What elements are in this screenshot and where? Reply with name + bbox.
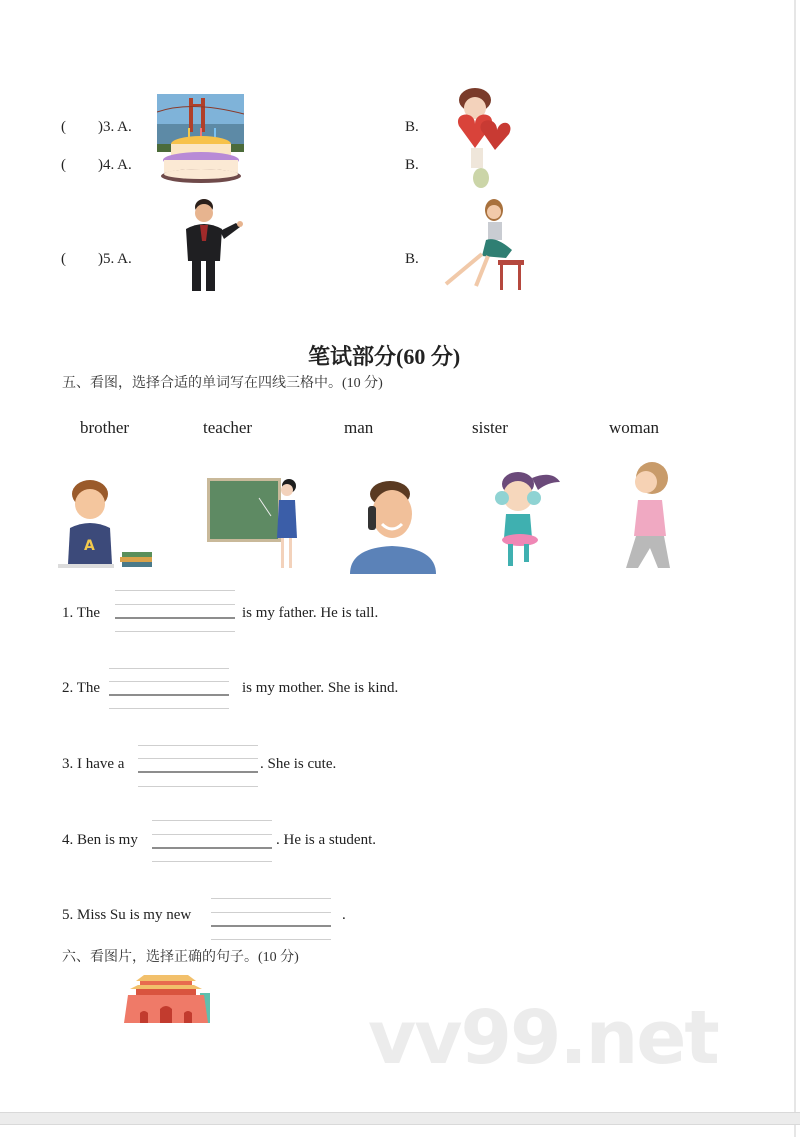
sentence-end: . He is a student. xyxy=(276,832,376,848)
item-number: )4. A. xyxy=(98,157,132,173)
tiananmen-gate-image xyxy=(122,975,210,1025)
woman-walking-image xyxy=(618,460,684,574)
section6-heading: 六、看图片，选择正确的句子。(10 分) xyxy=(62,950,299,965)
answer-blank-1[interactable] xyxy=(115,590,235,632)
sentence-start: 4. Ben is my xyxy=(62,832,138,848)
birthday-cake-image xyxy=(160,124,242,186)
option-b-label: B. xyxy=(405,251,419,267)
sentence-start: 5. Miss Su is my new xyxy=(62,907,192,923)
svg-text:A: A xyxy=(84,538,95,554)
sentence-start: 2. The xyxy=(62,680,101,696)
woman-on-stool-image xyxy=(436,198,528,293)
boy-studying-image xyxy=(56,478,158,574)
teacher-blackboard-image xyxy=(205,476,303,574)
written-section-title: 笔试部分(60 分) xyxy=(308,344,461,369)
girl-balloons-image xyxy=(445,86,520,191)
answer-blank-3[interactable] xyxy=(138,745,258,787)
sentence-start: 3. I have a xyxy=(62,756,125,772)
section5-heading: 五、看图，选择合适的单词写在四线三格中。(10 分) xyxy=(62,376,383,391)
word-bank-item: man xyxy=(344,418,374,437)
item-number: )5. A. xyxy=(98,251,132,267)
watermark: vv99.net xyxy=(368,995,718,1081)
word-bank-item: brother xyxy=(80,418,130,437)
answer-paren: ( xyxy=(61,119,66,135)
sentence-end: . xyxy=(342,907,346,923)
answer-blank-2[interactable] xyxy=(109,668,229,710)
sentence-end: is my mother. She is kind. xyxy=(242,680,399,696)
answer-blank-5[interactable] xyxy=(211,898,331,940)
word-bank-item: teacher xyxy=(203,418,253,437)
answer-paren: ( xyxy=(61,157,66,173)
sentence-end: . She is cute. xyxy=(260,756,337,772)
answer-paren: ( xyxy=(61,251,66,267)
page-separator xyxy=(0,1112,800,1125)
item-number: )3. A. xyxy=(98,119,132,135)
option-b-label: B. xyxy=(405,119,419,135)
next-page-top xyxy=(0,1125,796,1137)
man-on-phone-image xyxy=(350,480,436,574)
sentence-end: is my father. He is tall. xyxy=(242,605,379,621)
sentence-start: 1. The xyxy=(62,605,101,621)
answer-blank-4[interactable] xyxy=(152,820,272,862)
word-bank-item: woman xyxy=(609,418,660,437)
girl-headphones-image xyxy=(488,468,566,572)
man-in-suit-image xyxy=(170,197,248,297)
word-bank-item: sister xyxy=(472,418,508,437)
option-b-label: B. xyxy=(405,157,419,173)
